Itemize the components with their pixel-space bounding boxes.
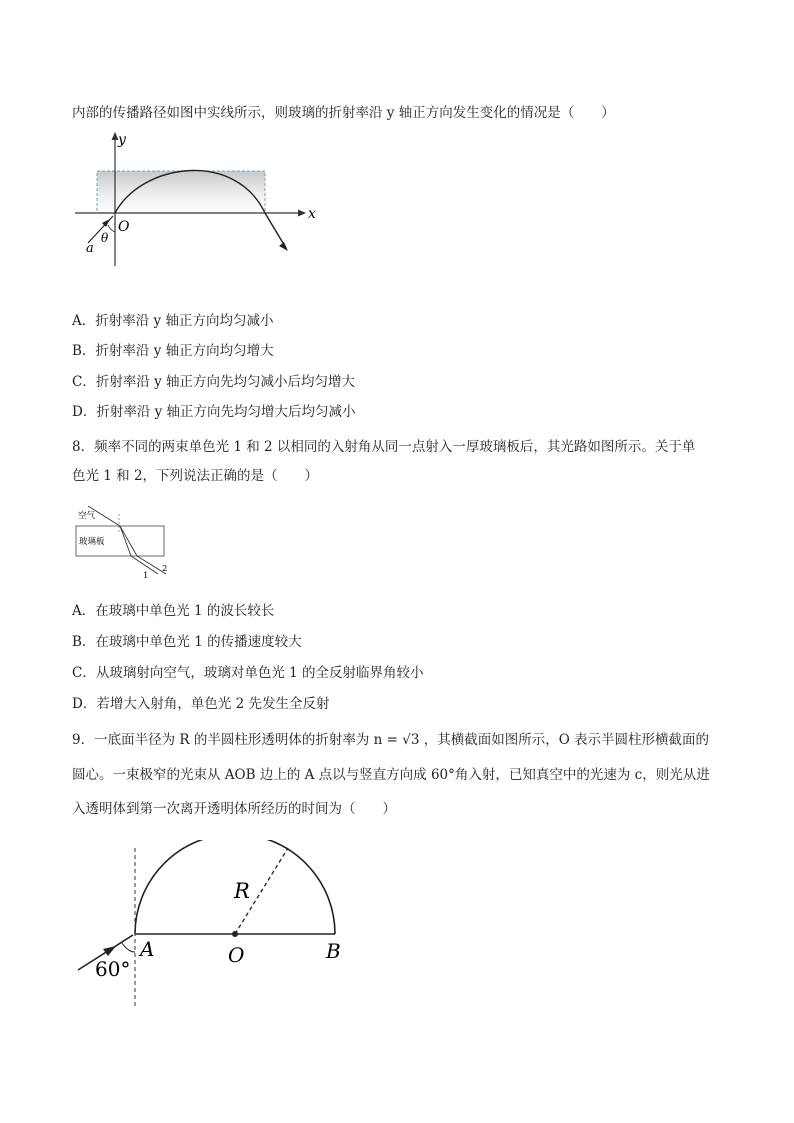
x-axis-label: x <box>308 206 316 222</box>
ray-2-in-glass <box>120 526 137 556</box>
q9-stem-line1: 9．一底面半径为 R 的半圆柱形透明体的折射率为 n = √3 ，其横截面如图所示，O 表示半圆柱形横截面的 <box>72 732 710 748</box>
q7-option-a[interactable]: A．折射率沿 y 轴正方向均匀减小 <box>72 313 274 329</box>
ray-1-in-glass <box>120 526 131 556</box>
point-a-label: A <box>140 937 155 961</box>
ray-2-label: 2 <box>162 564 168 574</box>
q7-option-d[interactable]: D．折射率沿 y 轴正方向先均匀增大后均匀减小 <box>72 404 356 420</box>
ray-1-label: 1 <box>143 571 149 581</box>
q7-stem: 内部的传播路径如图中实线所示，则玻璃的折射率沿 y 轴正方向发生变化的情况是（ ） <box>72 105 615 121</box>
incident-arrow <box>103 946 116 956</box>
q8-option-c[interactable]: C．从玻璃射向空气，玻璃对单色光 1 的全反射临界角较小 <box>72 665 424 681</box>
air-label: 空气 <box>78 511 96 521</box>
radius-label: R <box>234 879 250 903</box>
center-dot <box>232 931 238 937</box>
center-label: O <box>228 943 245 967</box>
angle-theta: θ <box>101 231 109 245</box>
q9-stem-line2: 圆心。一束极窄的光束从 AOB 边上的 A 点以与竖直方向成 60°角入射，已知真空中的光速为 c，则光从进 <box>72 767 710 783</box>
q8-option-b[interactable]: B．在玻璃中单色光 1 的传播速度较大 <box>72 634 302 650</box>
q9-stem-line3: 入透明体到第一次离开透明体所经历的时间为（ ） <box>72 801 396 817</box>
angle-arc <box>108 225 115 232</box>
q8-option-a[interactable]: A．在玻璃中单色光 1 的波长较长 <box>72 603 275 619</box>
origin-label: O <box>118 219 130 235</box>
glass-block <box>97 171 265 213</box>
exit-arrow <box>279 242 288 251</box>
angle-arc <box>122 943 135 952</box>
angle-label: 60° <box>95 957 131 981</box>
glass-label: 玻璃板 <box>79 537 105 547</box>
q7-option-c[interactable]: C．折射率沿 y 轴正方向先均匀减小后均匀增大 <box>72 374 356 390</box>
q7-option-b[interactable]: B．折射率沿 y 轴正方向均匀增大 <box>72 343 274 359</box>
q8-option-d[interactable]: D．若增大入射角，单色光 2 先发生全反射 <box>72 696 330 712</box>
x-axis-arrow <box>298 210 306 217</box>
point-b-label: B <box>326 939 341 963</box>
q8-stem-line2: 色光 1 和 2，下列说法正确的是（ ） <box>72 468 319 484</box>
q8-stem-line1: 8．频率不同的两束单色光 1 和 2 以相同的入射角从同一点射入一厚玻璃板后，其光路如图所示。关于单 <box>72 439 696 455</box>
q8-figure <box>74 502 184 584</box>
q9-figure <box>70 840 370 1015</box>
ray-a: a <box>86 241 94 256</box>
y-axis-label: y <box>118 132 126 148</box>
q7-figure <box>70 130 330 270</box>
